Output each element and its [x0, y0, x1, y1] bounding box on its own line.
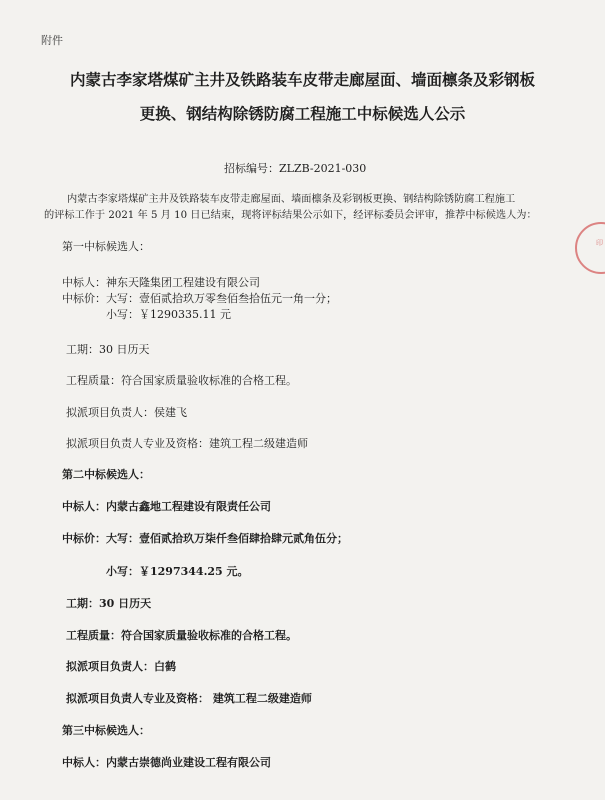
candidate2-price-lower: 小写：￥1297344.25 元。 [106, 565, 249, 578]
candidate1-price-lower: 小写：￥1290335.11 元 [106, 308, 231, 321]
candidate2-duration: 工期：30 日历天 [66, 597, 152, 610]
tender-number: 招标编号：ZLZB-2021-030 [224, 162, 367, 175]
candidate1-quality: 工程质量：符合国家质量验收标准的合格工程。 [66, 374, 297, 387]
candidate1-manager: 拟派项目负责人：侯建飞 [66, 406, 187, 419]
candidate1-heading: 第一中标候选人： [62, 240, 150, 253]
candidate1-price-upper: 中标价：大写：壹佰贰拾玖万零叁佰叁拾伍元一角一分； [62, 292, 337, 305]
candidate2-heading: 第二中标候选人： [62, 468, 150, 481]
intro-line-1: 内蒙古李家塔煤矿主井及铁路装车皮带走廊屋面、墙面檩条及彩钢板更换、钢结构除锈防腐工程施工 [67, 194, 516, 205]
title-line-2: 更换、钢结构除锈防腐工程施工中标候选人公示 [139, 104, 466, 123]
red-seal-stamp [575, 222, 605, 274]
candidate2-price-upper: 中标价：大写：壹佰贰拾玖万柒仟叁佰肆拾肆元贰角伍分； [62, 532, 348, 545]
attachment-label: 附件 [41, 34, 63, 47]
candidate2-manager: 拟派项目负责人：白鹤 [66, 660, 176, 673]
candidate2-qualification: 拟派项目负责人专业及资格： 建筑工程二级建造师 [66, 692, 312, 705]
candidate3-winner: 中标人：内蒙古崇德尚业建设工程有限公司 [62, 756, 271, 769]
candidate1-qualification: 拟派项目负责人专业及资格：建筑工程二级建造师 [66, 437, 308, 450]
intro-line-2: 的评标工作于 2021 年 5 月 10 日已结束，现将评标结果公示如下，经评标委员会评审，推荐中标候选人为： [44, 210, 537, 221]
candidate2-quality: 工程质量：符合国家质量验收标准的合格工程。 [66, 629, 297, 642]
candidate3-heading: 第三中标候选人： [62, 724, 150, 737]
title-line-1: 内蒙古李家塔煤矿主井及铁路装车皮带走廊屋面、墙面檩条及彩钢板 [69, 70, 535, 89]
candidate1-duration: 工期：30 日历天 [66, 343, 150, 356]
candidate1-winner: 中标人：神东天隆集团工程建设有限公司 [62, 276, 260, 289]
candidate2-winner: 中标人：内蒙古鑫地工程建设有限责任公司 [62, 500, 271, 513]
stamp-text: 印 [596, 239, 603, 247]
